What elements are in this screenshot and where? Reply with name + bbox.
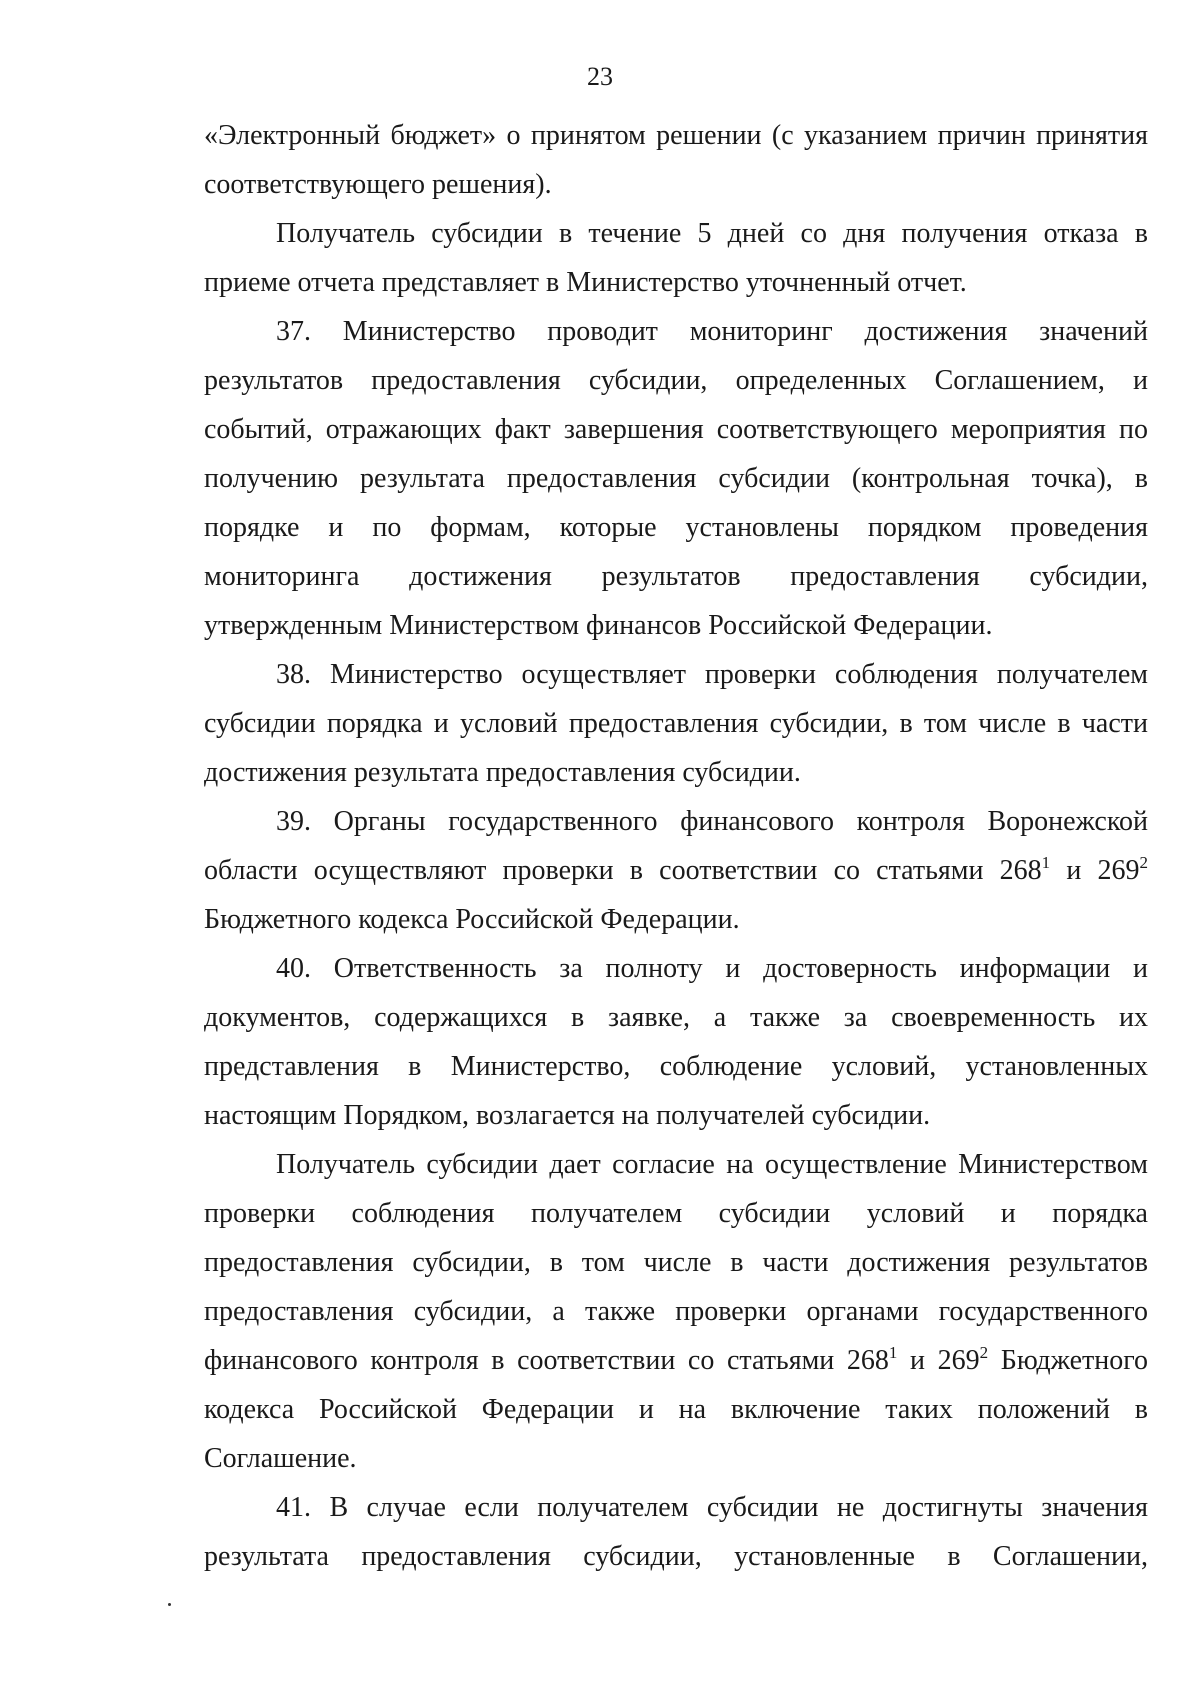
paragraph-41-results: 41. В случае если получателем субсидии не достигнуты значения результата предоставления субсидии, установленные в Соглашении, [204,1492,1148,1572]
superscript-1: 1 [888,1343,898,1362]
paragraph-consent-text-b: и 269 [897,1345,980,1376]
paragraph-38-inspections: 38. Министерство осуществляет проверки соблюдения получателем субсидии порядка и условий предоставления субсидии, в том числе в части достижения результата предоставления субсидии. [204,659,1148,788]
document-body [204,111,1148,1581]
paragraph-39-text-b: и 269 [1050,855,1140,886]
superscript-1: 1 [1041,853,1051,872]
paragraph-40-responsibility: 40. Ответственность за полноту и достоверность информации и документов, содержащихся в заявке, а также за своевременность их представления в Министерство, соблюдение условий, установленных настоящим Порядком, возлагается на получателей субсидии. [204,953,1148,1131]
paragraph-39-text-c: Бюджетного кодекса Российской Федерации. [204,904,740,935]
page-number: 23 [587,62,613,91]
paragraph-39-financial-control [204,797,1148,944]
paragraph-corrected-report: Получатель субсидии в течение 5 дней со дня получения отказа в приеме отчета представляет в Министерство уточненный отчет. [204,218,1148,298]
paragraph-39-text-a: 39. Органы государственного финансового контроля Воронежской области осуществляют проверки в соответствии со статьями 268 [204,806,1148,886]
paragraph-consent [204,1140,1148,1483]
paragraph-37-monitoring: 37. Министерство проводит мониторинг достижения значений результатов предоставления субсидии, определенных Соглашением, и событий, отражающих факт завершения соответствующего мероприятия по получению результата предоставления субсидии (контрольная точка), в порядке и по формам, которые установлены порядком проведения мониторинга достижения результатов предоставления субсидии, утвержденным Министерством финансов Российской Федерации. [204,316,1148,641]
paragraph-consent-text-a: Получатель субсидии дает согласие на осуществление Министерством проверки соблюдения получателем субсидии условий и порядка предоставления субсидии, в том числе в части достижения результатов предоставления субсидии, а также проверки органами государственного финансового контроля в соответствии со статьями 268 [204,1149,1148,1376]
paragraph-consent-text-c: Бюджетного кодекса Российской Федерации и на включение таких положений в Соглашение. [204,1345,1148,1474]
scan-speck [168,1603,171,1606]
superscript-2: 2 [979,1343,989,1362]
paragraph-continuation: «Электронный бюджет» о принятом решении (с указанием причин принятия соответствующего решения). [204,120,1148,200]
superscript-2: 2 [1139,853,1148,872]
